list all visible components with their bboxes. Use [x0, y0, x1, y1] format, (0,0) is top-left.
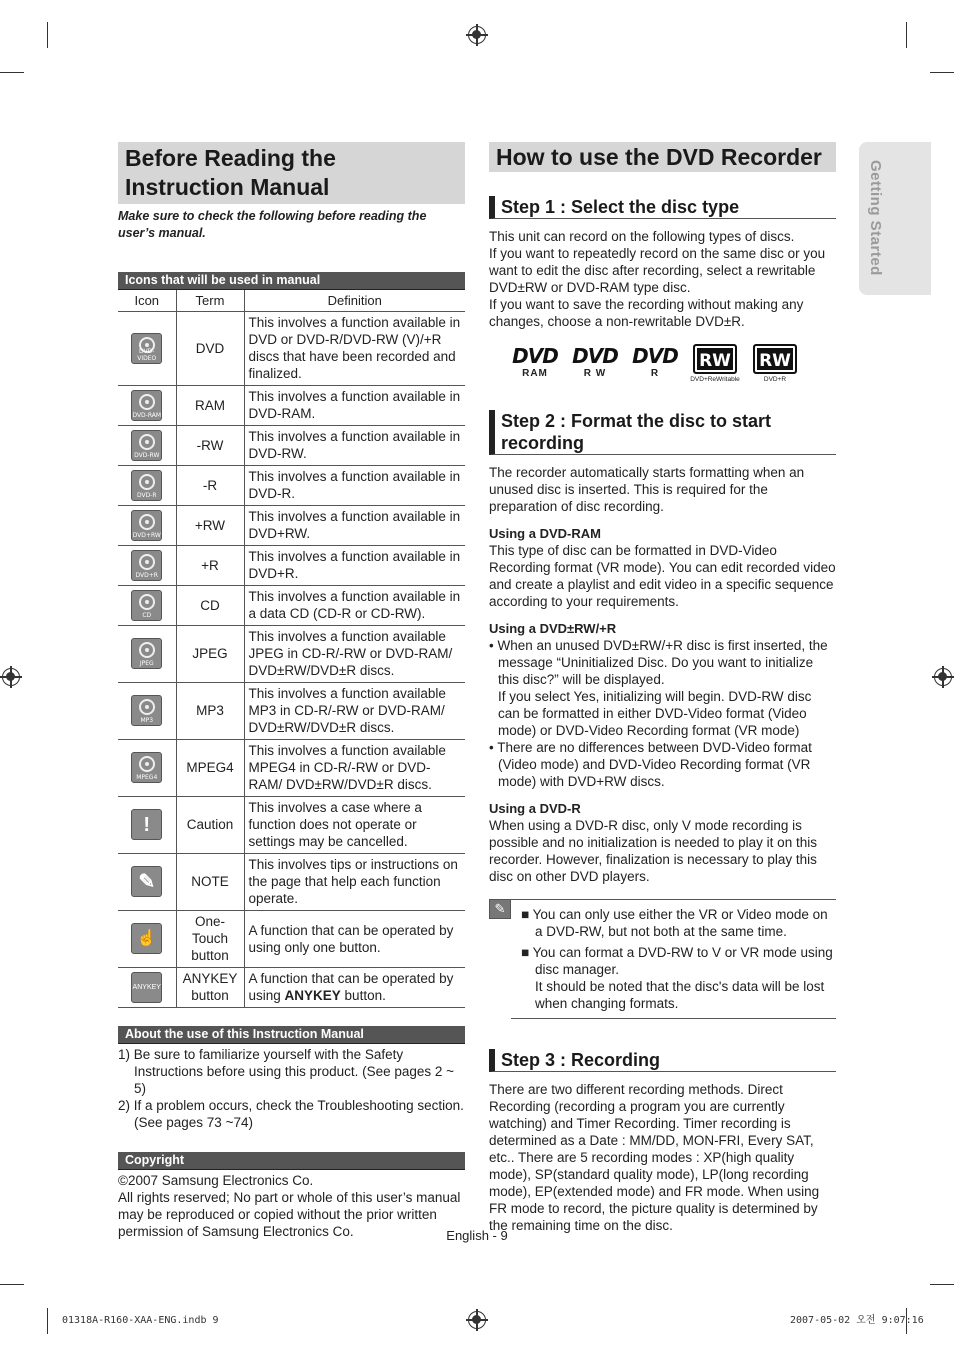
- crop-mark: [930, 1284, 954, 1285]
- right-column: [489, 142, 836, 1234]
- term: One-Touch button: [176, 910, 244, 967]
- step1-text2: If you want to repeatedly record on the same disc or you want to edit the disc after recording, select a rewritable DVD±RW or DVD-RAM type disc.: [489, 246, 826, 295]
- table-row: [118, 967, 465, 1007]
- one-touch-hand-icon: ☝: [131, 923, 162, 954]
- dvd-r-subheading: Using a DVD-R: [489, 801, 581, 816]
- note-item: ■ You can only use either the VR or Video mode on a DVD-RW, but not both at the same time.: [521, 907, 828, 939]
- disc-icon: DVD-R: [131, 470, 162, 501]
- step1-text3: If you want to save the recording without making any changes, choose a non-rewritable DVD±R.: [489, 297, 804, 329]
- definition: A function that can be operated by using ANYKEY button.: [244, 967, 465, 1007]
- table-row: [118, 796, 465, 853]
- term: DVD: [176, 311, 244, 385]
- dvd-r-text: When using a DVD-R disc, only V mode recording is possible and no initialization is needed to play it on this recorder. However, finalization is necessary to play this disc on other DVD players.: [489, 818, 817, 884]
- dvd-rw-logo: DVD R W: [572, 344, 618, 379]
- term: -RW: [176, 425, 244, 465]
- list-item: 1) Be sure to familiarize yourself with the Safety Instructions before using this product. (See pages 2 ~ 5): [118, 1046, 455, 1096]
- left-column: [118, 142, 465, 1240]
- list-item: • There are no differences between DVD-Video format (Video mode) and DVD-Video Recording format (VR mode) with DVD+RW discs.: [489, 740, 812, 789]
- definition: This involves a case where a function does not operate or settings may be cancelled.: [244, 796, 465, 853]
- disc-icon: MP3: [131, 695, 162, 726]
- term: MP3: [176, 682, 244, 739]
- disc-logos: [509, 344, 836, 386]
- note-list: [511, 899, 836, 1019]
- crop-mark: [0, 72, 24, 73]
- col-header-icon: Icon: [118, 290, 176, 311]
- definition: This involves tips or instructions on the page that help each function operate.: [244, 853, 465, 910]
- definition: This involves a function available in DVD+RW.: [244, 505, 465, 545]
- disc-icon: DVD+RW: [131, 510, 162, 541]
- table-row: [118, 425, 465, 465]
- term: JPEG: [176, 625, 244, 682]
- page-title-right: How to use the DVD Recorder: [489, 142, 836, 172]
- term: NOTE: [176, 853, 244, 910]
- definition: This involves a function available MPEG4 in CD-R/-RW or DVD-RAM/ DVD±RW/DVD±R discs.: [244, 739, 465, 796]
- table-header-row: [118, 290, 465, 311]
- term: RAM: [176, 385, 244, 425]
- col-header-definition: Definition: [244, 290, 465, 311]
- crop-mark: [906, 22, 907, 48]
- disc-icon: CD: [131, 590, 162, 621]
- step1-heading: Step 1 : Select the disc type: [489, 196, 836, 219]
- chapter-label: Getting Started: [867, 160, 884, 276]
- dvd-rw-list: [489, 637, 836, 790]
- about-list: [118, 1046, 465, 1131]
- definition: This involves a function available in DVD-RW.: [244, 425, 465, 465]
- definition: A function that can be operated by using only one button.: [244, 910, 465, 967]
- table-row: [118, 910, 465, 967]
- chapter-side-tab: [859, 142, 931, 295]
- dvd-plus-rewritable-logo: RW DVD+ReWritable: [689, 344, 741, 386]
- table-row: [118, 682, 465, 739]
- page-number: English - 9: [446, 1228, 508, 1243]
- print-slug-right: 2007-05-02 오전 9:07:16: [790, 1315, 924, 1326]
- icons-section-header: Icons that will be used in manual: [118, 272, 465, 290]
- table-row: [118, 311, 465, 385]
- intro-text: Make sure to check the following before reading the user’s manual.: [118, 209, 427, 240]
- table-row: [118, 585, 465, 625]
- list-item-continued: If you select Yes, initializing will begin. DVD-RW disc can be formatted in either DVD-Video format (Video mode) or DVD-Video Recording format (VR mode): [498, 689, 812, 738]
- registration-mark-icon: [468, 26, 486, 44]
- step1-text: This unit can record on the following types of discs.: [489, 229, 795, 244]
- term: CD: [176, 585, 244, 625]
- disc-icon: DVD-VIDEO: [131, 333, 162, 364]
- copyright-text: All rights reserved; No part or whole of this user’s manual may be reproduced or copied without the prior written permission of Samsung Electronics Co.: [118, 1189, 461, 1239]
- dvd-ram-subheading: Using a DVD-RAM: [489, 526, 601, 541]
- crop-mark: [47, 22, 48, 48]
- table-row: [118, 505, 465, 545]
- table-row: [118, 853, 465, 910]
- registration-mark-icon: [468, 1311, 486, 1329]
- term: Caution: [176, 796, 244, 853]
- step2-heading: Step 2 : Format the disc to start recording: [489, 410, 836, 455]
- table-row: [118, 625, 465, 682]
- term: -R: [176, 465, 244, 505]
- dvd-ram-logo: DVD RAM: [512, 344, 558, 379]
- step2-text: The recorder automatically starts formatting when an unused disc is inserted. This is required for the preparation of disc recording.: [489, 465, 805, 514]
- dvd-plus-r-logo: RW DVD+R: [749, 344, 801, 386]
- disc-icon: DVD-RAM: [131, 390, 162, 421]
- note-extra: It should be noted that the disc's data will be lost when changing formats.: [535, 979, 825, 1011]
- copyright-line: ©2007 Samsung Electronics Co.: [118, 1172, 314, 1188]
- list-item: 2) If a problem occurs, check the Troubleshooting section. (See pages 73 ~74): [118, 1097, 464, 1130]
- definition: This involves a function available JPEG in CD-R/-RW or DVD-RAM/ DVD±RW/DVD±R discs.: [244, 625, 465, 682]
- definition: This involves a function available MP3 in CD-R/-RW or DVD-RAM/ DVD±RW/DVD±R discs.: [244, 682, 465, 739]
- caution-icon: !: [131, 809, 162, 840]
- about-section-header: About the use of this Instruction Manual: [118, 1026, 465, 1044]
- definition: This involves a function available in DVD-RAM.: [244, 385, 465, 425]
- copyright-section-header: Copyright: [118, 1152, 465, 1170]
- dvd-rw-subheading: Using a DVD±RW/+R: [489, 621, 617, 636]
- crop-mark: [47, 1308, 48, 1334]
- table-row: [118, 385, 465, 425]
- list-item: • When an unused DVD±RW/+R disc is first inserted, the message “Uninitialized Disc. Do you want to initialize this disc?” will be displayed.: [489, 638, 828, 687]
- term: ANYKEY button: [176, 967, 244, 1007]
- term: MPEG4: [176, 739, 244, 796]
- definition: This involves a function available in DVD-R.: [244, 465, 465, 505]
- page-title-left: Before Reading the Instruction Manual: [118, 142, 465, 204]
- definition: This involves a function available in a data CD (CD-R or CD-RW).: [244, 585, 465, 625]
- dvd-ram-text: This type of disc can be formatted in DVD-Video Recording format (VR mode). You can edit recorded video and create a playlist and edit video in a specific sequence according to your requirements.: [489, 543, 836, 609]
- note-pencil-icon: ✎: [489, 899, 511, 919]
- crop-mark: [930, 72, 954, 73]
- dvd-r-logo: DVD R: [632, 344, 678, 379]
- note-pencil-icon: ✎: [131, 866, 162, 897]
- registration-mark-icon: [934, 668, 952, 686]
- definition: This involves a function available in DVD+R.: [244, 545, 465, 585]
- disc-icon: JPEG: [131, 638, 162, 669]
- anykey-icon: ANYKEY: [131, 972, 162, 1003]
- term: +R: [176, 545, 244, 585]
- table-row: [118, 465, 465, 505]
- crop-mark: [0, 1284, 24, 1285]
- step3-text: There are two different recording methods. Direct Recording (recording a program you are currently watching) and Timer Recording. Timer recording is determined as a Date : MM/DD, MON-FRI, Every SAT, etc.. There are 5 recording modes : XP(high quality mode), SP(standard quality mode), LP(long recording mode), EP(extended mode) and FR mode. When using FR mode to record, the picture quality is determined by the remaining time on the disc.: [489, 1082, 820, 1233]
- disc-icon: DVD+R: [131, 550, 162, 581]
- table-row: [118, 545, 465, 585]
- disc-icon: DVD-RW: [131, 430, 162, 461]
- print-slug-left: 01318A-R160-XAA-ENG.indb 9: [62, 1315, 219, 1326]
- col-header-term: Term: [176, 290, 244, 311]
- icons-table: [118, 290, 465, 1008]
- note-box: [489, 899, 836, 1019]
- disc-icon: MPEG4: [131, 752, 162, 783]
- step3-heading: Step 3 : Recording: [489, 1049, 836, 1072]
- note-item: ■ You can format a DVD-RW to V or VR mode using disc manager. It should be noted that the disc's data will be lost when changing formats.: [521, 945, 833, 1011]
- definition: This involves a function available in DVD or DVD-R/DVD-RW (V)/+R discs that have been recorded and finalized.: [244, 311, 465, 385]
- term: +RW: [176, 505, 244, 545]
- table-row: [118, 739, 465, 796]
- registration-mark-icon: [2, 668, 20, 686]
